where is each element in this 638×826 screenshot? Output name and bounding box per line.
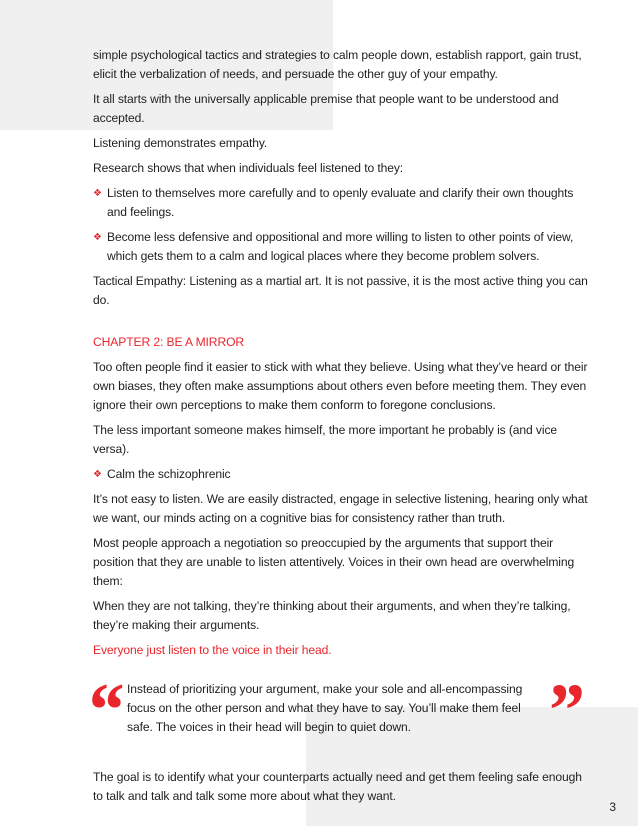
paragraph: Research shows that when individuals feel listened to they:	[93, 161, 404, 175]
paragraph-closing: The goal is to identify what your counterparts actually need and get them feeling safe enough to talk and talk and talk some more about what they want.	[93, 770, 582, 803]
diamond-bullet-icon: ❖	[93, 232, 102, 243]
diamond-bullet-icon: ❖	[93, 188, 102, 199]
paragraph: Most people approach a negotiation so preoccupied by the arguments that support their position that they are unable to listen attentively. Voices in their own head are overwhelming them:	[93, 536, 575, 588]
paragraph: The less important someone makes himself, the more important he probably is (and vice versa).	[93, 423, 558, 456]
paragraph: It all starts with the universally applicable premise that people want to be understood and accepted.	[93, 92, 559, 125]
paragraph: Too often people find it easier to stick with what they believe. Using what they’ve heard or their own biases, they often make assumptions about others even before meeting them. They even ignore their own perceptions to make them conform to foregone conclusions.	[93, 360, 588, 412]
diamond-bullet-icon: ❖	[93, 469, 102, 480]
bullet-item	[93, 228, 593, 266]
bullet-item	[93, 465, 593, 484]
document-body	[85, 46, 593, 812]
paragraph: simple psychological tactics and strategies to calm people down, establish rapport, gain trust, elicit the verbalization of needs, and persuade the other guy of your empathy.	[93, 48, 582, 81]
bullet-text: Become less defensive and oppositional and more willing to listen to other points of view, which gets them to a calm and logical places where they become problem solvers.	[107, 230, 574, 263]
bullet-text: Calm the schizophrenic	[107, 467, 231, 481]
bullet-item	[93, 184, 593, 222]
open-quote-icon: “	[85, 668, 123, 752]
paragraph-tactical-empathy: Tactical Empathy: Listening as a martial art. It is not passive, it is the most active thing you can do.	[93, 274, 588, 307]
pull-quote	[85, 668, 593, 753]
chapter-heading: CHAPTER 2: BE A MIRROR	[93, 335, 245, 349]
close-quote-icon: ”	[545, 669, 583, 753]
quote-text: Instead of prioritizing your argument, make your sole and all-encompassing focus on the other person and what they have to say. You’ll make them feel safe. The voices in their head will begin to quiet down.	[127, 682, 523, 734]
paragraph: It’s not easy to listen. We are easily distracted, engage in selective listening, hearing only what we want, our minds acting on a cognitive bias for consistency rather than truth.	[93, 492, 588, 525]
paragraph: When they are not talking, they’re thinking about their arguments, and when they’re talking, they’re making their arguments.	[93, 599, 571, 632]
bullet-text: Listen to themselves more carefully and to openly evaluate and clarify their own thoughts and feelings.	[107, 186, 574, 219]
highlighted-line: Everyone just listen to the voice in their head.	[93, 643, 332, 657]
paragraph: Listening demonstrates empathy.	[93, 136, 268, 150]
page-number: 3	[609, 800, 616, 814]
